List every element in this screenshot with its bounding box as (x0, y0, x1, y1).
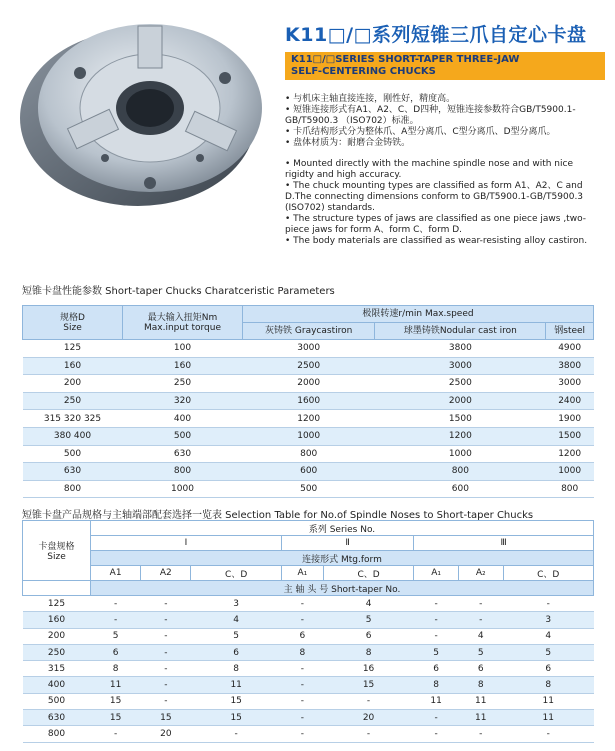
table-cell: - (281, 661, 323, 677)
table-cell: 3000 (243, 340, 375, 358)
form-cell: C、D (323, 566, 413, 581)
table-cell: 11 (458, 710, 503, 726)
table-cell: 1200 (375, 427, 546, 445)
table-cell: - (414, 596, 459, 612)
table-cell: 11 (503, 693, 594, 709)
table-cell: 15 (91, 710, 141, 726)
table-cell: 3800 (546, 357, 594, 375)
table-cell: 15 (191, 693, 281, 709)
table-cell: 4 (503, 628, 594, 644)
table-cell: 500 (243, 480, 375, 498)
desc-cn-1: • 与机床主轴直接连接，刚性好，精度高。 (285, 94, 456, 104)
table-cell: 1500 (375, 410, 546, 428)
table-cell: 16 (323, 661, 413, 677)
subtitle-line-1: K11□/□SERIES SHORT-TAPER THREE-JAW (291, 54, 520, 65)
table-cell: 6 (458, 661, 503, 677)
table-cell: - (141, 644, 191, 660)
table-cell: - (458, 596, 503, 612)
table-cell: - (141, 677, 191, 693)
table-cell: 250 (23, 392, 123, 410)
table-cell: 6 (281, 628, 323, 644)
table-cell: 1500 (546, 427, 594, 445)
table-cell: 200 (23, 375, 123, 393)
table1-title: 短锥卡盘性能参数 Short-taper Chucks Charatceristic Parameters (22, 286, 335, 297)
table-cell: 8 (458, 677, 503, 693)
table-cell: 3000 (375, 357, 546, 375)
table-cell: 5 (503, 644, 594, 660)
table-cell: 11 (458, 693, 503, 709)
parameters-table (22, 305, 594, 498)
table-cell: 20 (323, 710, 413, 726)
table-cell: - (414, 628, 459, 644)
table-row (23, 693, 594, 709)
table-row (23, 392, 594, 410)
table-cell: 5 (414, 644, 459, 660)
table-row (23, 480, 594, 498)
desc-cn-4: • 盘体材质为：耐磨合金铸铁。 (285, 138, 411, 148)
table-cell: 11 (414, 693, 459, 709)
table-row (23, 375, 594, 393)
table-cell: 800 (123, 463, 243, 481)
table-cell: - (323, 726, 413, 742)
table-cell: 600 (375, 480, 546, 498)
subtitle-line-2: SELF-CENTERING CHUCKS (291, 66, 436, 77)
table-cell: 5 (323, 612, 413, 628)
table-cell: 1200 (243, 410, 375, 428)
table-cell: 2500 (375, 375, 546, 393)
table-cell: 11 (91, 677, 141, 693)
nose-header: 主 轴 头 号 Short-taper No. (91, 581, 594, 596)
table-cell: - (91, 726, 141, 742)
table-cell: - (503, 596, 594, 612)
table-cell: 500 (123, 427, 243, 445)
table-cell: 100 (123, 340, 243, 358)
form-cell: A2 (141, 566, 191, 581)
table-cell: 160 (23, 612, 91, 628)
table-cell: 20 (141, 726, 191, 742)
col-speed: 极限转速r/min Max.speed (243, 306, 594, 323)
table-cell: 2400 (546, 392, 594, 410)
table-cell: 8 (91, 661, 141, 677)
form-cell: A₁ (414, 566, 459, 581)
table-cell: - (141, 661, 191, 677)
table-cell: 3 (503, 612, 594, 628)
form-cell: C、D (503, 566, 594, 581)
table-cell: - (141, 693, 191, 709)
table-cell: 1000 (123, 480, 243, 498)
col-nodular: 球墨铸铁Nodular cast iron (375, 323, 546, 340)
table-cell: 15 (141, 710, 191, 726)
chuck-product-image (10, 8, 270, 208)
table-cell: 315 320 325 (23, 410, 123, 428)
table-cell: 600 (243, 463, 375, 481)
series-3: Ⅲ (414, 536, 594, 551)
table-row (23, 410, 594, 428)
table-cell: 630 (23, 710, 91, 726)
table-row (23, 596, 594, 612)
table-cell: 6 (191, 644, 281, 660)
table-cell: 4900 (546, 340, 594, 358)
table-cell: - (191, 726, 281, 742)
col-chuck-size: 卡盘规格 Size (23, 521, 91, 581)
table-cell: - (141, 612, 191, 628)
table-cell: 6 (414, 661, 459, 677)
table-row (23, 463, 594, 481)
desc-en-4: • The body materials are classified as wear-resisting alloy castiron. (285, 236, 588, 246)
table-cell: - (323, 693, 413, 709)
col-steel: 钢steel (546, 323, 594, 340)
table-cell: 15 (191, 710, 281, 726)
table-cell: 1000 (375, 445, 546, 463)
form-cell: A₁ (281, 566, 323, 581)
table-cell: 6 (323, 628, 413, 644)
table-cell: 3800 (375, 340, 546, 358)
table-cell: - (91, 612, 141, 628)
form-cell: C、D (191, 566, 281, 581)
table-cell: - (414, 710, 459, 726)
desc-cn-3: • 卡爪结构形式分为整体爪、A型分离爪、C型分离爪、D型分离爪。 (285, 127, 556, 137)
table-row (23, 677, 594, 693)
series-2: Ⅱ (281, 536, 413, 551)
table-cell: - (281, 726, 323, 742)
table-cell: 125 (23, 340, 123, 358)
table-row (23, 612, 594, 628)
table-cell: - (141, 596, 191, 612)
table-cell: 315 (23, 661, 91, 677)
table-cell: 380 400 (23, 427, 123, 445)
form-cell: A₂ (458, 566, 503, 581)
table-cell: - (414, 612, 459, 628)
table-row (23, 628, 594, 644)
table-cell: 15 (323, 677, 413, 693)
table-cell: - (458, 726, 503, 742)
table-cell: - (414, 726, 459, 742)
table-cell: 125 (23, 596, 91, 612)
table-cell: 250 (23, 644, 91, 660)
table-cell: 250 (123, 375, 243, 393)
mtg-form-header: 连接形式 Mtg.form (91, 551, 594, 566)
table-cell: 400 (123, 410, 243, 428)
table-cell: 5 (458, 644, 503, 660)
table-cell: 15 (91, 693, 141, 709)
table-cell: 6 (503, 661, 594, 677)
table-cell: 2500 (243, 357, 375, 375)
table-cell: - (281, 612, 323, 628)
table-row (23, 710, 594, 726)
table-cell: 3000 (546, 375, 594, 393)
desc-en-3: • The structure types of jaws are classified as one piece jaws ,two-piece jaws for form A、form C、form D. (285, 214, 586, 235)
table-cell: 160 (23, 357, 123, 375)
table-cell: 2000 (243, 375, 375, 393)
table-row (23, 644, 594, 660)
table-cell: - (503, 726, 594, 742)
page-title: K11□/□系列短锥三爪自定心卡盘 (285, 24, 587, 46)
table-cell: 800 (23, 726, 91, 742)
table-cell: 8 (503, 677, 594, 693)
table-cell: 200 (23, 628, 91, 644)
desc-en-1: • Mounted directly with the machine spindle nose and with nice rigidty and high accuracy. (285, 159, 573, 180)
table-cell: 11 (503, 710, 594, 726)
table-cell: 4 (323, 596, 413, 612)
table-cell: 800 (546, 480, 594, 498)
table-cell: 800 (23, 480, 123, 498)
desc-en-2: • The chuck mounting types are classified as form A1、A2、C and D.The connecting dimensions conform to GB/T5900.1-GB/T5900.3 (ISO702) standards. (285, 181, 584, 213)
table-cell: - (281, 693, 323, 709)
table-cell: 4 (458, 628, 503, 644)
table-cell: 2000 (375, 392, 546, 410)
table-cell: 800 (375, 463, 546, 481)
col-gray: 灰铸铁 Graycastiron (243, 323, 375, 340)
table-cell: 11 (191, 677, 281, 693)
table-row (23, 357, 594, 375)
series-1: Ⅰ (91, 536, 282, 551)
subtitle-banner (285, 52, 605, 80)
table-cell: 1900 (546, 410, 594, 428)
table-cell: 160 (123, 357, 243, 375)
table-row (23, 661, 594, 677)
table-cell: 3 (191, 596, 281, 612)
table-cell: - (281, 596, 323, 612)
table-cell: 8 (414, 677, 459, 693)
col-torque: 最大输入扭矩Nm Max.input torque (123, 306, 243, 340)
table-cell: - (458, 612, 503, 628)
desc-cn-2: • 短锥连接形式有A1、A2、C、D四种，短锥连接参数符合GB/T5900.1-GB/T5900.3 （ISO702）标准。 (285, 105, 576, 126)
table-cell: - (91, 596, 141, 612)
table-cell: 320 (123, 392, 243, 410)
series-header: 系列 Series No. (91, 521, 594, 536)
table-cell: 8 (323, 644, 413, 660)
table2-title: 短锥卡盘产品规格与主轴端部配套选择一览表 Selection Table for No.of Spindle Noses to Short-taper Chucks (22, 510, 534, 521)
table-cell: 1000 (243, 427, 375, 445)
table-cell: 630 (23, 463, 123, 481)
table-cell: 630 (123, 445, 243, 463)
table-cell: 5 (191, 628, 281, 644)
table-row (23, 445, 594, 463)
table-cell: - (281, 677, 323, 693)
table-cell: 1000 (546, 463, 594, 481)
table-cell: 400 (23, 677, 91, 693)
table-cell: 1600 (243, 392, 375, 410)
table-row (23, 427, 594, 445)
col-size: 规格D Size (23, 306, 123, 340)
table-cell: 800 (243, 445, 375, 463)
table-cell: - (141, 628, 191, 644)
table-cell: 8 (281, 644, 323, 660)
description (285, 94, 603, 247)
selection-table (22, 520, 594, 743)
table-cell: 4 (191, 612, 281, 628)
form-cell: A1 (91, 566, 141, 581)
table-cell: 8 (191, 661, 281, 677)
table-cell: - (281, 710, 323, 726)
table-cell: 6 (91, 644, 141, 660)
table-cell: 500 (23, 693, 91, 709)
table-row (23, 340, 594, 358)
table-cell: 5 (91, 628, 141, 644)
table-cell: 1200 (546, 445, 594, 463)
table-row (23, 726, 594, 742)
table-cell: 500 (23, 445, 123, 463)
